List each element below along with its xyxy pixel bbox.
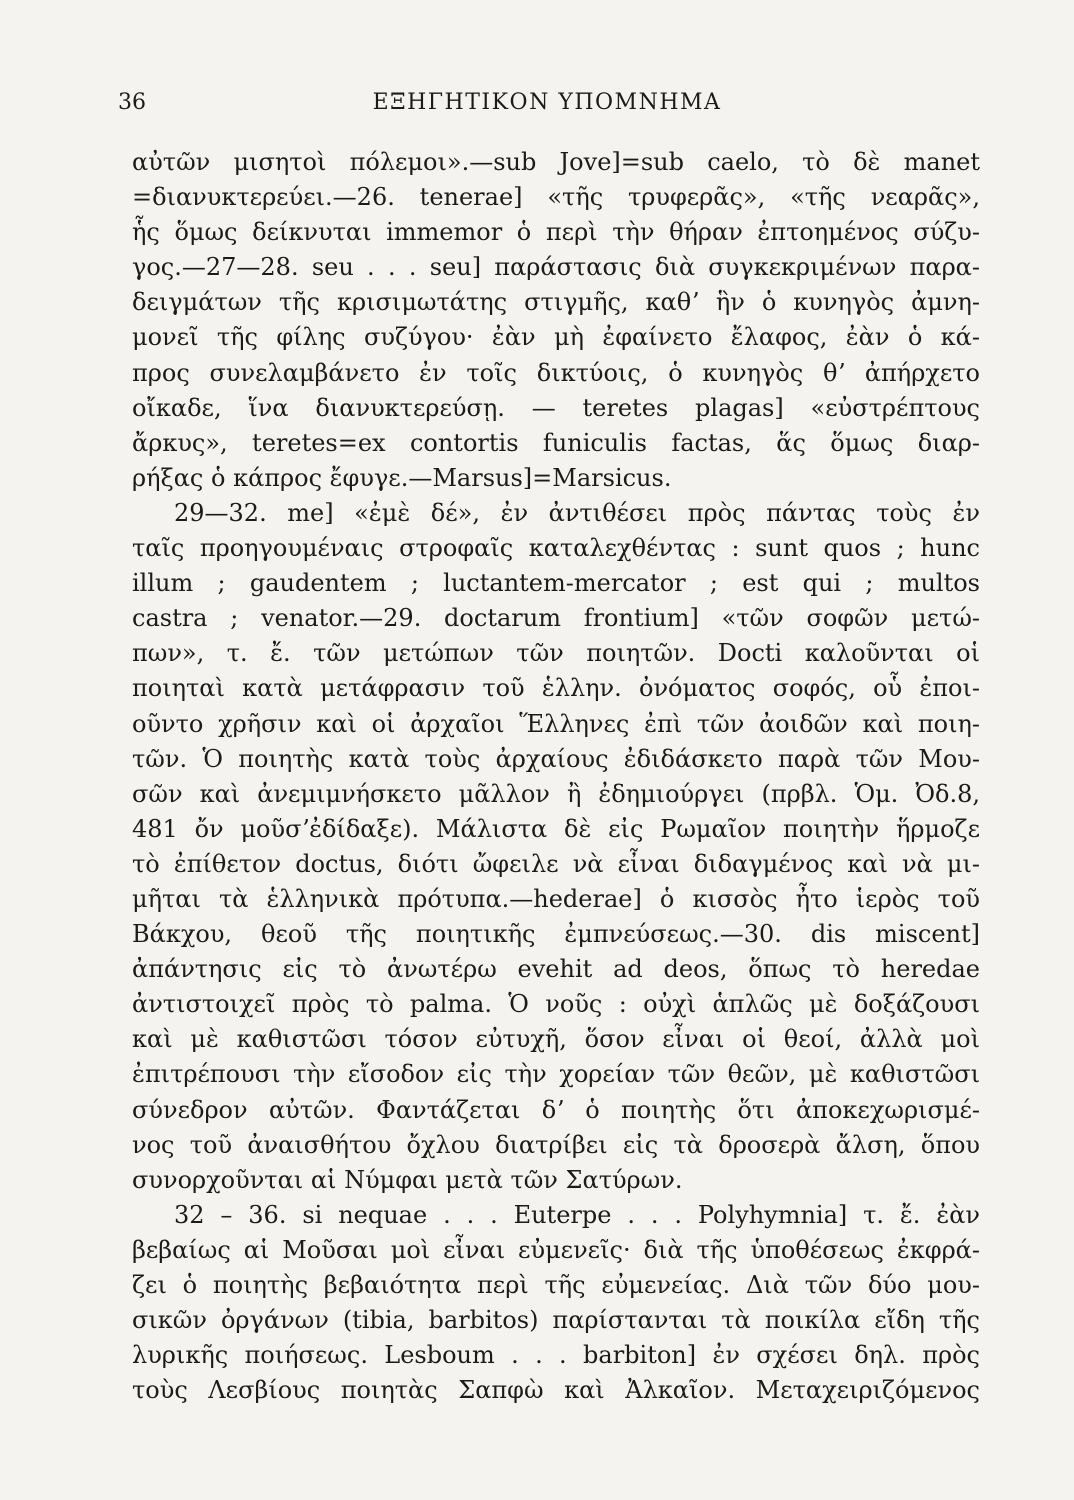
text-line: Βάκχου, θεοῦ τῆς ποιητικῆς ἐμπνεύσεως.—30. dis miscent] xyxy=(132,920,980,949)
text-line: illum ; gaudentem ; luctantem-mercator ; est qui ; multos xyxy=(132,569,980,598)
text-line: μῆται τὰ ἑλληνικὰ πρότυπα.—hederae] ὁ κισσὸς ἦτο ἱερὸς τοῦ xyxy=(132,884,980,913)
text-line: σύνεδρον αὐτῶν. Φαντάζεται δʼ ὁ ποιητὴς ὅτι ἀποκεχωρισμέ- xyxy=(132,1095,980,1124)
text-line: δειγμάτων τῆς κρισιμωτάτης στιγμῆς, καθʼ ἣν ὁ κυνηγὸς ἀμνη- xyxy=(132,288,980,317)
text-line: castra ; venator.—29. doctarum frontium] «τῶν σοφῶν μετώ- xyxy=(132,604,980,633)
text-line: νος τοῦ ἀναισθήτου ὄχλου διατρίβει εἰς τὰ δροσερὰ ἄλση, ὅπου xyxy=(132,1130,980,1159)
text-line: οἴκαδε, ἵνα διανυκτερεύσῃ. — teretes plagas] «εὐστρέπτους xyxy=(132,393,980,422)
text-line: ἄρκυς», teretes=ex contortis funiculis factas, ἅς ὅμως διαρ- xyxy=(132,428,980,457)
text-line: ταῖς προηγουμέναις στροφαῖς καταλεχθέντας : sunt quos ; hunc xyxy=(132,534,980,563)
text-line: ἀντιστοιχεῖ πρὸς τὸ palma. Ὁ νοῦς : οὐχὶ ἁπλῶς μὲ δοξάζουσι xyxy=(132,990,980,1019)
commentary-text xyxy=(132,145,980,1408)
text-line: τῶν. Ὁ ποιητὴς κατὰ τοὺς ἀρχαίους ἐδιδάσκετο παρὰ τῶν Μου- xyxy=(132,744,980,773)
text-line: λυρικῆς ποιήσεως. Lesboum . . . barbiton] ἐν σχέσει δηλ. πρὸς xyxy=(132,1341,980,1370)
text-line: ποιηταὶ κατὰ μετάφρασιν τοῦ ἑλλην. ὀνόματος σοφός, οὗ ἐποι- xyxy=(132,674,980,703)
text-line: σικῶν ὀργάνων (tibia, barbitos) παρίστανται τὰ ποικίλα εἴδη τῆς xyxy=(132,1306,980,1335)
paragraph-start-line: 29—32. me] «ἐμὲ δέ», ἐν ἀντιθέσει πρὸς πάντας τοὺς ἐν xyxy=(174,498,980,527)
text-line: ζει ὁ ποιητὴς βεβαιότητα περὶ τῆς εὐμενείας. Διὰ τῶν δύο μου- xyxy=(132,1271,980,1299)
page-number: 36 xyxy=(118,90,146,115)
text-line: συνορχοῦνται αἱ Νύμφαι μετὰ τῶν Σατύρων. xyxy=(132,1165,683,1194)
text-line: τοὺς Λεσβίους ποιητὰς Σαπφὼ καὶ Ἀλκαῖον. Μεταχειριζόμενος xyxy=(132,1376,980,1405)
text-line: ἧς ὅμως δείκνυται immemor ὁ περὶ τὴν θήραν ἐπτοημένος σύζυ- xyxy=(132,218,980,247)
text-line: προς συνελαμβάνετο ἐν τοῖς δικτύοις, ὁ κυνηγὸς θʼ ἀπήρχετο xyxy=(132,358,980,387)
page-header xyxy=(118,90,976,120)
text-line: 481 ὄν μοῦσʼἐδίδαξε). Μάλιστα δὲ εἰς Ρωμαῖον ποιητὴν ἥρμοζε xyxy=(132,814,980,843)
text-line: ἐπιτρέπουσι τὴν εἴσοδον εἰς τὴν χορείαν τῶν θεῶν, μὲ καθιστῶσι xyxy=(132,1060,980,1089)
text-line: αὐτῶν μισητοὶ πόλεμοι».—sub Jove]=sub caelo, τὸ δὲ manet xyxy=(132,148,981,176)
text-line: ἀπάντησις εἰς τὸ ἀνωτέρω evehit ad deos, ὅπως τὸ heredae xyxy=(132,955,980,984)
text-line: μονεῖ τῆς φίλης συζύγου· ἐὰν μὴ ἐφαίνετο ἔλαφος, ἐὰν ὁ κά- xyxy=(132,323,980,352)
text-line: πων», τ. ἔ. τῶν μετώπων τῶν ποιητῶν. Docti καλοῦνται οἱ xyxy=(132,639,980,668)
paragraph-start-line: 32 – 36. si nequae . . . Euterpe . . . Polyhymnia] τ. ἔ. ἐὰν xyxy=(174,1200,980,1229)
text-line: γος.—27—28. seu . . . seu] παράστασις διὰ συγκεκριμένων παρα- xyxy=(132,253,980,282)
text-line: βεβαίως αἱ Μοῦσαι μοὶ εἶναι εὐμενεῖς· διὰ τῆς ὑποθέσεως ἐκφρά- xyxy=(132,1235,980,1264)
text-line: οῦντο χρῆσιν καὶ οἱ ἀρχαῖοι Ἕλληνες ἐπὶ τῶν ἀοιδῶν καὶ ποιη- xyxy=(132,709,980,738)
text-line: τὸ ἐπίθετον doctus, διότι ὤφειλε νὰ εἶναι διδαγμένος καὶ νὰ μι- xyxy=(132,849,980,878)
running-title: ΕΞΗΓΗΤΙΚΟΝ ΥΠΟΜΝΗΜΑ xyxy=(372,90,722,115)
text-line: ρήξας ὁ κάπρος ἔφυγε.—Marsus]=Marsicus. xyxy=(132,463,672,492)
text-line: =διανυκτερεύει.—26. tenerae] «τῆς τρυφερᾶς», «τῆς νεαρᾶς», xyxy=(132,183,980,212)
text-line: σῶν καὶ ἀνεμιμνήσκετο μᾶλλον ἢ ἐδημιούργει (πρβλ. Ὁμ. Ὀδ.8, xyxy=(132,779,980,808)
text-line: καὶ μὲ καθιστῶσι τόσον εὐτυχῆ, ὅσον εἶναι οἱ θεοί, ἀλλὰ μοὶ xyxy=(132,1025,980,1054)
